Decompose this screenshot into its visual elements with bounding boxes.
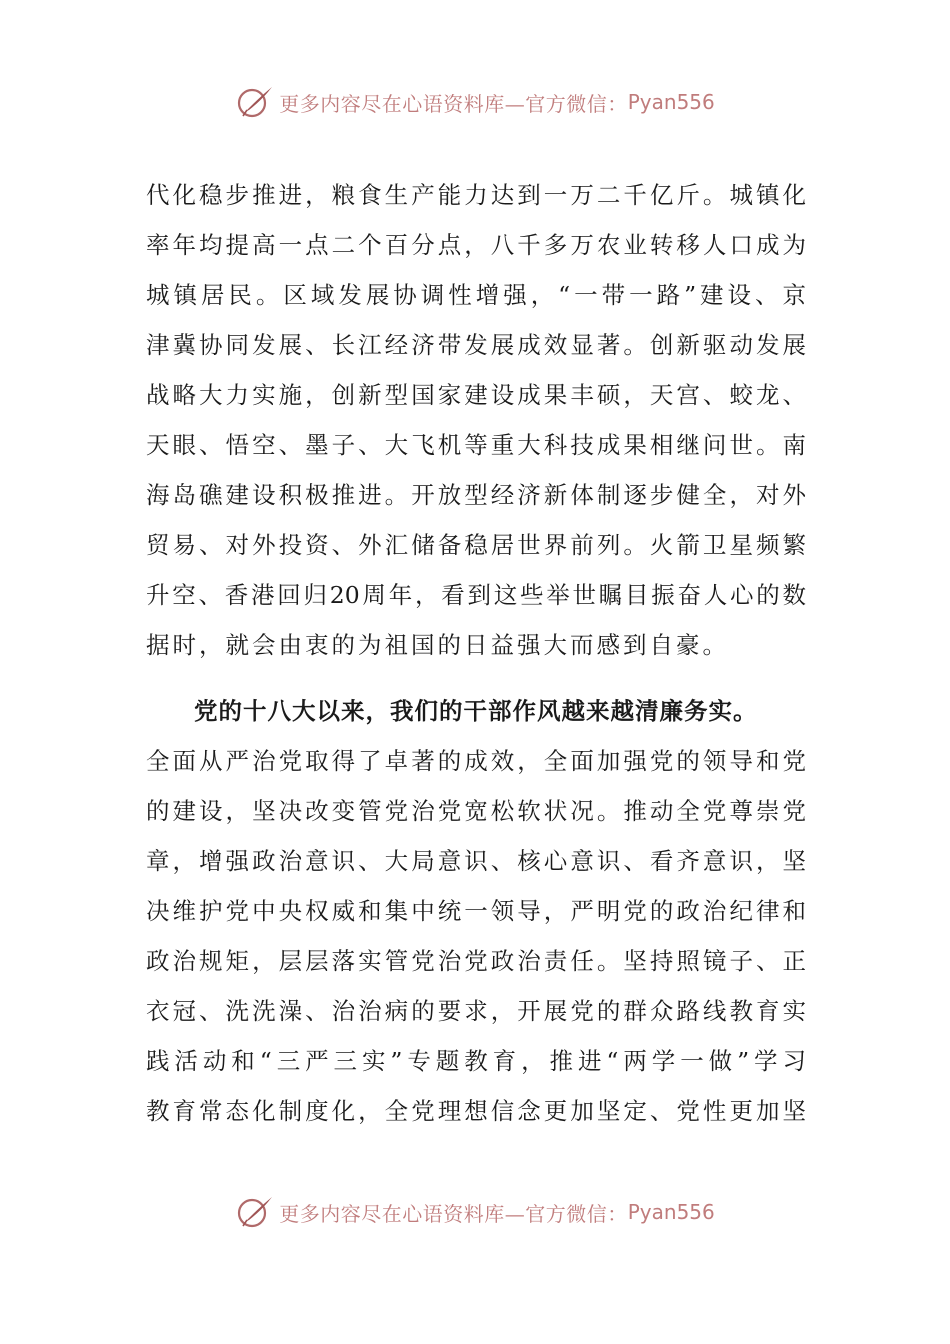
banner-text: 更多内容尽在心语资料库—官方微信： — [279, 91, 628, 116]
banner-text: 更多内容尽在心语资料库—官方微信： — [279, 1201, 628, 1226]
paragraph-line: 决维护党中央权威和集中统一领导，严明党的政治纪律和 — [146, 897, 806, 925]
paragraph-line: 海岛礁建设积极推进。开放型经济新体制逐步健全，对外 — [146, 481, 806, 509]
quill-circle-icon — [235, 1192, 275, 1232]
footer-watermark-banner — [0, 1186, 950, 1238]
paragraph-line: 政治规矩，层层落实管党治党政治责任。坚持照镜子、正 — [146, 947, 806, 975]
paragraph-line: 代化稳步推进，粮食生产能力达到一万二千亿斤。城镇化 — [146, 181, 806, 209]
paragraph-line: 率年均提高一点二个百分点，八千多万农业转移人口成为 — [146, 231, 806, 259]
paragraph-line: 贸易、对外投资、外汇储备稳居世界前列。火箭卫星频繁 — [146, 531, 806, 559]
paragraph-line: 天眼、悟空、墨子、大飞机等重大科技成果相继问世。南 — [146, 431, 806, 459]
paragraph-line: 津冀协同发展、长江经济带发展成效显著。创新驱动发展 — [146, 331, 806, 359]
quill-circle-icon — [235, 82, 275, 122]
paragraph-spacer — [146, 670, 806, 686]
paragraph-line: 章，增强政治意识、大局意识、核心意识、看齐意识，坚 — [146, 847, 806, 875]
paragraph-line: 的建设，坚决改变管党治党宽松软状况。推动全党尊崇党 — [146, 797, 806, 825]
header-watermark-banner — [0, 76, 950, 128]
section-heading: 党的十八大以来，我们的干部作风越来越清廉务实。 — [194, 697, 758, 725]
document-body — [146, 170, 806, 1136]
paragraph-line: 据时，就会由衷的为祖国的日益强大而感到自豪。 — [146, 631, 729, 659]
paragraph-line: 战略大力实施，创新型国家建设成果丰硕，天宫、蛟龙、 — [146, 381, 806, 409]
banner-wechat-id: Pyan556 — [627, 1200, 715, 1224]
paragraph-line: 教育常态化制度化，全党理想信念更加坚定、党性更加坚 — [146, 1097, 806, 1125]
paragraph-line: 衣冠、洗洗澡、治治病的要求，开展党的群众路线教育实 — [146, 997, 806, 1025]
banner-wechat-id: Pyan556 — [627, 90, 715, 114]
paragraph-line: 城镇居民。区域发展协调性增强，“一带一路”建设、京 — [146, 281, 806, 309]
paragraph-line: 践活动和“三严三实”专题教育，推进“两学一做”学习 — [146, 1047, 806, 1075]
paragraph-line: 全面从严治党取得了卓著的成效，全面加强党的领导和党 — [146, 747, 806, 775]
paragraph-line: 升空、香港回归20周年，看到这些举世瞩目振奋人心的数 — [146, 581, 806, 609]
